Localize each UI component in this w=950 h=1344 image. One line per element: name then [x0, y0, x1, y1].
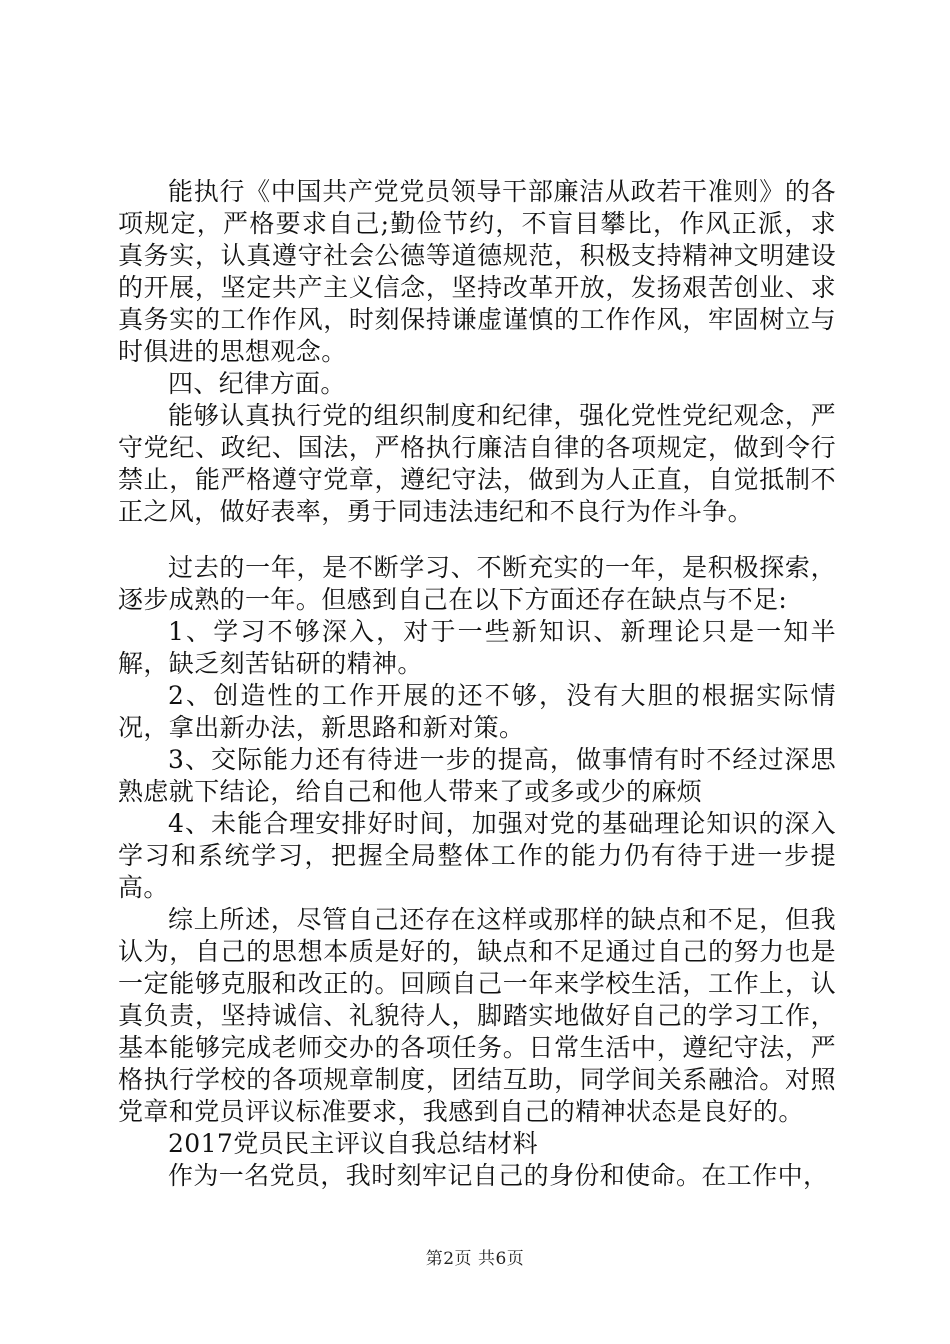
list-item-shortcoming-4: 4、未能合理安排好时间，加强对党的基础理论知识的深入学习和系统学习，把握全局整体工作的能力仍有待于进一步提高。 [118, 809, 836, 902]
list-item-shortcoming-1: 1、学习不够深入，对于一些新知识、新理论只是一知半解，缺乏刻苦钻研的精神。 [118, 617, 836, 678]
paragraph-summary: 综上所述，尽管自己还存在这样或那样的缺点和不足，但我认为，自己的思想本质是好的，缺点和不足通过自己的努力也是一定能够克服和改正的。回顾自己一年来学校生活，工作上，认真负责，坚持诚信、礼貌待人，脚踏实地做好自己的学习工作，基本能够完成老师交办的各项任务。日常生活中，遵纪守法，严格执行学校的各项规章制度，团结互助，同学间关系融洽。对照党章和党员评议标准要求，我感到自己的精神状态是良好的。 [118, 905, 836, 1126]
page-footer: 第2页 共6页 [425, 1249, 525, 1269]
paragraph-gap [118, 528, 836, 552]
list-item-shortcoming-2: 2、创造性的工作开展的还不够，没有大胆的根据实际情况，拿出新办法，新思路和新对策。 [118, 681, 836, 742]
section-heading-discipline: 四、纪律方面。 [168, 369, 346, 398]
paragraph-discipline: 能够认真执行党的组织制度和纪律，强化党性党纪观念，严守党纪、政纪、国法，严格执行廉洁自律的各项规定，做到令行禁止，能严格遵守党章，遵纪守法，做到为人正直，自觉抵制不正之风，做好表率，勇于同违法违纪和不良行为作斗争。 [118, 401, 836, 526]
paragraph-identity: 作为一名党员，我时刻牢记自己的身份和使命。在工作中， [168, 1161, 829, 1190]
section-title-2017: 2017党员民主评议自我总结材料 [168, 1129, 539, 1158]
list-item-shortcoming-3: 3、交际能力还有待进一步的提高，做事情有时不经过深思熟虑就下结论，给自己和他人带来了或多或少的麻烦 [118, 745, 836, 806]
document-body [118, 176, 836, 1192]
paragraph-integrity: 能执行《中国共产党党员领导干部廉洁从政若干准则》的各项规定，严格要求自己;勤俭节约，不盲目攀比，作风正派，求真务实，认真遵守社会公德等道德规范，积极支持精神文明建设的开展，坚定共产主义信念，坚持改革开放，发扬艰苦创业、求真务实的工作作风，时刻保持谦虚谨慎的工作作风，牢固树立与时俱进的思想观念。 [118, 177, 836, 366]
paragraph-review: 过去的一年，是不断学习、不断充实的一年，是积极探索，逐步成熟的一年。但感到自己在以下方面还存在缺点与不足: [118, 553, 836, 614]
